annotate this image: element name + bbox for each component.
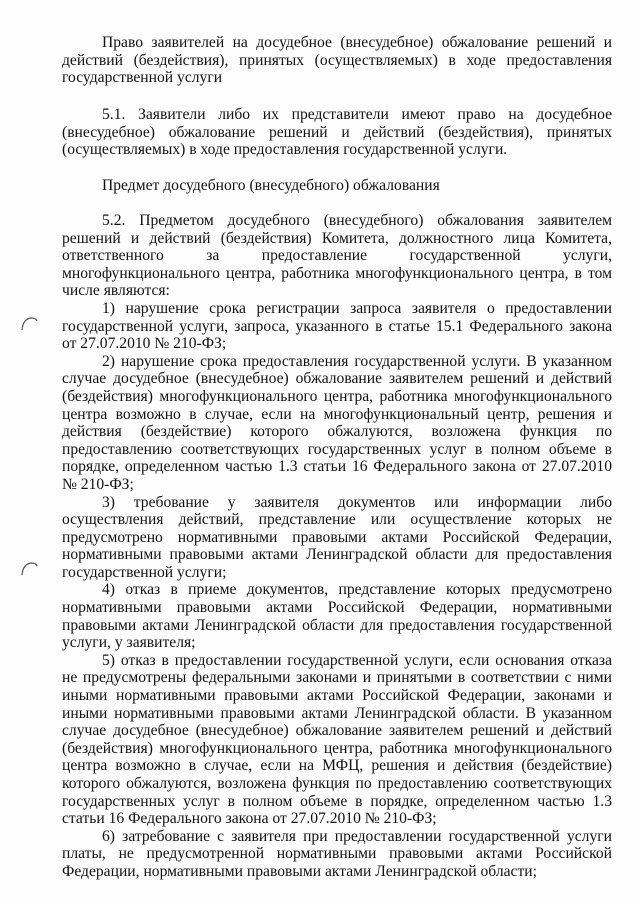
list-item-3: 3) требование у заявителя документов или информации либо осуществления действий, представление или осуществление которых не предусмотрено нормативными правовыми актами Российской Федерации, нормативными правовыми актами Ленинградской области для предоставления государственной услуги; [62, 493, 612, 581]
paragraph-5-2-block [62, 212, 612, 881]
paragraph-5-2: 5.2. Предметом досудебного (внесудебного) обжалования заявителем решений и действий (бездействия) Комитета, должностного лица Комитета, ответственного за предоставление государственной услуги, многофункционального центра, работника многофункционального центра, в том числе являются: [62, 212, 612, 300]
list-item-4: 4) отказ в приеме документов, представление которых предусмотрено нормативными правовыми актами Российской Федерации, нормативными правовыми актами Ленинградской области для предоставления государственной услуги, у заявителя; [62, 581, 612, 652]
paragraph-5-1: 5.1. Заявители либо их представители имеют право на досудебное (внесудебное) обжалование решений и действий (бездействия), принятых (осуществляемых) в ходе предоставления государственной услуги. [62, 106, 612, 159]
section-heading-right-to-appeal [62, 34, 612, 87]
section-heading-subject [62, 177, 612, 195]
paragraph-5-1-block [62, 106, 612, 159]
heading-subject-of-appeal: Предмет досудебного (внесудебного) обжалования [102, 177, 440, 194]
punch-hole-mark [19, 561, 39, 577]
heading-right-to-appeal: Право заявителей на досудебное (внесудебное) обжалование решений и действий (бездействия), принятых (осуществляемых) в ходе предоставления государственной услуги [62, 34, 612, 87]
punch-hole-mark [19, 316, 39, 332]
list-item-1: 1) нарушение срока регистрации запроса заявителя о предоставлении государственной услуги, запроса, указанного в статье 15.1 Федерального закона от 27.07.2010 № 210-ФЗ; [62, 299, 612, 353]
list-item-5: 5) отказ в предоставлении государственной услуги, если основания отказа не предусмотрены федеральными законами и принятыми в соответствии с ними иными нормативными правовыми актами Российской Федерации, законами и иными нормативными правовыми актами Ленинградской области. В указанном случае досудебное (внесудебное) обжалование заявителем решений и действий (бездействия) многофункционального центра, работника многофункционального центра возможно в случае, если на МФЦ, решения и действия (бездействие) которого обжалуются, возложена функция по предоставлению соответствующих государственных услуг в полном объеме в порядке, определенном частью 1.3 статьи 16 Федерального закона от 27.07.2010 № 210-ФЗ; [62, 651, 612, 828]
list-item-2: 2) нарушение срока предоставления государственной услуги. В указанном случае досудебное (внесудебное) обжалование заявителем решений и действий (бездействия) многофункционального центра, работника многофункционального центра возможно в случае, если на многофункциональный центр, решения и действия (бездействие) которого обжалуются, возложена функция по предоставлению соответствующих государственных услуг в полном объеме в порядке, определенном частью 1.3 статьи 16 Федерального закона от 27.07.2010 № 210-ФЗ; [62, 352, 612, 493]
list-item-6: 6) затребование с заявителя при предоставлении государственной услуги платы, не предусмотренной нормативными правовыми актами Российской Федерации, нормативными правовыми актами Ленинградской области; [62, 827, 612, 880]
